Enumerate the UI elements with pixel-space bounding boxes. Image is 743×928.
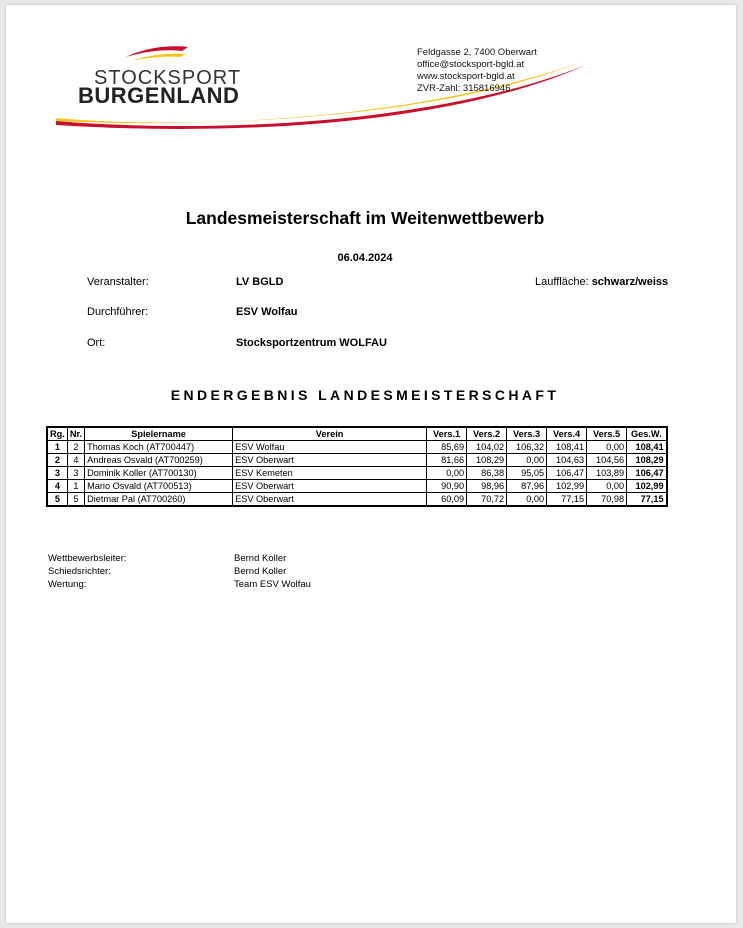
laufflaeche-value: schwarz/weiss (591, 276, 669, 288)
cell-club: ESV Wolfau (233, 441, 427, 454)
cell-vers4: 106,47 (547, 467, 587, 480)
cell-vers5: 103,89 (587, 467, 627, 480)
address-zvr: ZVR-Zahl: 315816946 (417, 83, 511, 94)
cell-total: 108,29 (627, 454, 667, 467)
cell-player: Thomas Koch (AT700447) (85, 441, 233, 454)
cell-nr: 4 (67, 454, 84, 467)
schiedsrichter-label: Schiedsrichter: (48, 566, 111, 577)
cell-vers4: 108,41 (547, 441, 587, 454)
header-vers3: Vers.3 (507, 427, 547, 441)
table-row (47, 493, 667, 507)
cell-player: Dietmar Pal (AT700260) (85, 493, 233, 507)
cell-vers4: 102,99 (547, 480, 587, 493)
cell-total: 102,99 (627, 480, 667, 493)
cell-club: ESV Oberwart (233, 493, 427, 507)
table-row (47, 441, 667, 454)
address-email: office@stocksport-bgld.at (417, 59, 525, 70)
cell-vers3: 0,00 (507, 454, 547, 467)
cell-rank: 2 (47, 454, 67, 467)
cell-nr: 3 (67, 467, 84, 480)
cell-nr: 2 (67, 441, 84, 454)
schiedsrichter-value: Bernd Koller (234, 566, 287, 577)
wettbewerbsleiter-label: Wettbewerbsleiter: (48, 553, 127, 564)
address-line: Feldgasse 2, 7400 Oberwart (417, 47, 537, 58)
document-page (6, 5, 736, 923)
cell-vers3: 87,96 (507, 480, 547, 493)
cell-vers5: 0,00 (587, 441, 627, 454)
cell-club: ESV Oberwart (233, 480, 427, 493)
wertung-value: Team ESV Wolfau (234, 579, 311, 590)
wertung-label: Wertung: (48, 579, 87, 590)
header-verein: Verein (233, 427, 427, 441)
veranstalter-label: Veranstalter: (87, 276, 149, 288)
cell-vers3: 95,05 (507, 467, 547, 480)
table-row (47, 454, 667, 467)
cell-rank: 5 (47, 493, 67, 507)
cell-vers2: 98,96 (467, 480, 507, 493)
cell-club: ESV Kemeten (233, 467, 427, 480)
cell-vers2: 86,38 (467, 467, 507, 480)
cell-vers2: 70,72 (467, 493, 507, 507)
cell-vers1: 60,09 (427, 493, 467, 507)
cell-vers4: 77,15 (547, 493, 587, 507)
laufflaeche (535, 276, 668, 288)
cell-rank: 3 (47, 467, 67, 480)
header-vers2: Vers.2 (467, 427, 507, 441)
cell-vers2: 108,29 (467, 454, 507, 467)
cell-vers1: 81,66 (427, 454, 467, 467)
cell-rank: 4 (47, 480, 67, 493)
cell-vers1: 85,69 (427, 441, 467, 454)
table-row (47, 467, 667, 480)
cell-vers1: 90,90 (427, 480, 467, 493)
header-spielername: Spielername (85, 427, 233, 441)
header-vers1: Vers.1 (427, 427, 467, 441)
event-date: 06.04.2024 (337, 252, 393, 264)
cell-total: 77,15 (627, 493, 667, 507)
table-row (47, 480, 667, 493)
ort-value: Stocksportzentrum WOLFAU (236, 337, 387, 349)
header-vers4: Vers.4 (547, 427, 587, 441)
cell-player: Dominik Koller (AT700130) (85, 467, 233, 480)
header-vers5: Vers.5 (587, 427, 627, 441)
cell-total: 106,47 (627, 467, 667, 480)
results-table (46, 426, 668, 507)
cell-club: ESV Oberwart (233, 454, 427, 467)
ort-label: Ort: (87, 337, 106, 349)
cell-vers3: 106,32 (507, 441, 547, 454)
cell-rank: 1 (47, 441, 67, 454)
durchfuehrer-label: Durchführer: (87, 306, 149, 318)
cell-total: 108,41 (627, 441, 667, 454)
veranstalter-value: LV BGLD (236, 276, 284, 288)
cell-player: Mario Osvald (AT700513) (85, 480, 233, 493)
cell-player: Andreas Osvald (AT700259) (85, 454, 233, 467)
cell-vers5: 0,00 (587, 480, 627, 493)
cell-nr: 1 (67, 480, 84, 493)
cell-vers2: 104,02 (467, 441, 507, 454)
table-header-row (47, 427, 667, 441)
durchfuehrer-value: ESV Wolfau (236, 306, 298, 318)
logo-text-stocksport: STOCKSPORT (94, 67, 242, 89)
wettbewerbsleiter-value: Bernd Koller (234, 553, 287, 564)
address-website: www.stocksport-bgld.at (417, 71, 515, 82)
document-title: Landesmeisterschaft im Weitenwettbewerb (185, 208, 545, 228)
cell-vers5: 70,98 (587, 493, 627, 507)
cell-vers4: 104,63 (547, 454, 587, 467)
cell-vers3: 0,00 (507, 493, 547, 507)
cell-vers5: 104,56 (587, 454, 627, 467)
cell-nr: 5 (67, 493, 84, 507)
header-nr: Nr. (67, 427, 84, 441)
cell-vers1: 0,00 (427, 467, 467, 480)
logo-text-burgenland: BURGENLAND (78, 83, 240, 108)
header-rank: Rg. (47, 427, 67, 441)
result-heading: ENDERGEBNIS LANDESMEISTERSCHAFT (170, 387, 560, 403)
header-gesamt: Ges.W. (627, 427, 667, 441)
laufflaeche-label: Lauffläche: (535, 276, 589, 288)
